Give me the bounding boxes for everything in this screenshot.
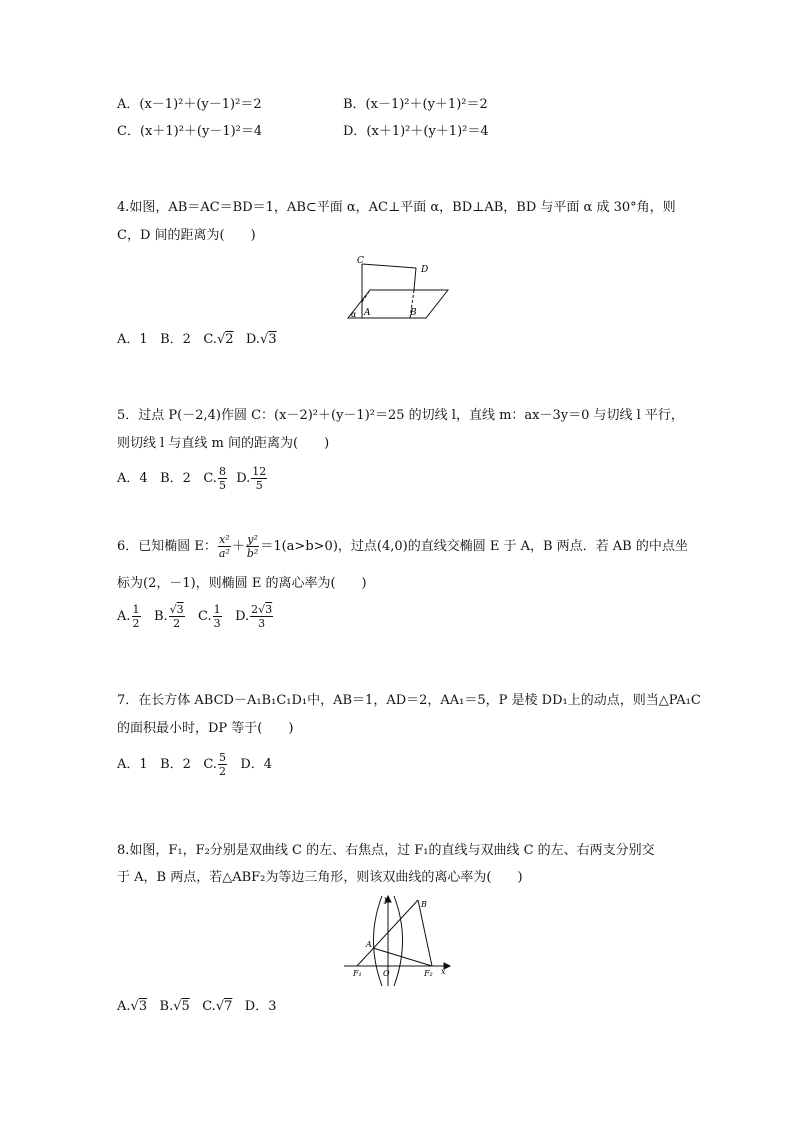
q7-option-a: A．1 [117,757,148,772]
q5-stem-line2: 则切线 l 与直线 m 间的距离为( ) [117,436,330,451]
q4-stem-line1: 4.如图，AB＝AC＝BD＝1，AB⊂平面 α，AC⊥平面 α，BD⊥AB，BD 与平面 α 成 30°角，则 [117,200,676,215]
q4-option-b: B．2 [160,332,191,347]
q3-option-d: D．(x＋1)²＋(y＋1)²＝4 [343,124,489,139]
fraction-y2-over-b2: $\frac{\text{y²}}{\text{b²}}$ [246,533,259,560]
q5-option-a: A．4 [117,471,148,486]
q6-options [117,600,274,634]
q3-option-b: B．(x－1)²＋(y＋1)²＝2 [343,97,488,112]
q7-option-d: D．4 [240,757,273,772]
hyperbola-right-branch [394,896,403,986]
sqrt-symbol: √ [216,332,226,347]
q8-stem-line2: 于 A，B 两点，若△ABF₂为等边三角形，则该双曲线的离心率为( ) [117,870,523,885]
q8-label-a: A [366,940,372,949]
q4-stem-line2: C，D 间的距离为( ) [117,228,256,243]
q4-figure [340,252,452,324]
q5-option-d: D. $\frac{12}{5}$ [236,465,267,492]
q8-label-y: y [384,895,389,904]
q4-option-a: A．1 [117,332,148,347]
q7-option-c: C. $\frac{5}{2}$ [203,751,226,778]
q8-figure [340,892,454,988]
q6-stem-line1: 6．已知椭圆 E： $\frac{\text{x²}}{\text{a²}}$ ＋ $\frac{\text{y²}}{\text{b²}}$ ＝1(a>b>0)，过点(4,0)的直线交椭圆 E 于 A，B 两点．若 AB 的中点坐 [117,533,688,560]
q8-label-x: x [441,967,446,976]
plane-alpha [348,290,448,318]
line-b-f2 [418,900,432,966]
q7-stem-line1: 7．在长方体 ABCD－A₁B₁C₁D₁中，AB＝1，AD＝2，AA₁＝5，P 是棱 DD₁上的动点，则当△PA₁C [117,693,701,708]
q5-option-b: B．2 [160,471,191,486]
q3-option-a: A．(x－1)²＋(y－1)²＝2 [117,97,262,112]
q8-option-c: C.√7 [202,999,233,1014]
q6-option-c: C. $\frac{1}{3}$ [198,603,221,630]
q6-stem-line2: 标为(2，－1)，则椭圆 E 的离心率为( ) [117,576,367,591]
q4-option-c: C.√2 [203,332,234,347]
q8-option-b: B.√5 [159,999,190,1014]
q8-option-d: D．3 [244,999,277,1014]
q5-options [117,462,268,496]
q3-option-c: C．(x＋1)²＋(y－1)²＝4 [117,124,263,139]
q4-label-d: D [421,265,429,275]
q4-label-a: A [364,308,371,318]
q7-option-b: B．2 [160,757,191,772]
q8-option-a: A.√3 [117,999,148,1014]
q4-label-b: B [410,308,417,318]
q8-label-f2: F₂ [424,969,433,978]
q7-stem-line2: 的面积最小时，DP 等于( ) [117,721,294,736]
q8-stem-line1: 8.如图，F₁，F₂分别是双曲线 C 的左、右焦点，过 F₁的直线与双曲线 C 的左、右两支分别交 [117,843,655,858]
q8-label-f1: F₁ [353,969,362,978]
q7-options [117,748,272,782]
q8-label-o: O [383,969,390,978]
q6-option-a: A. $\frac{1}{2}$ [117,603,140,630]
q6-option-b: B. $\frac{√3}{2}$ [153,603,184,630]
q8-label-b: B [421,900,427,909]
q8-options [117,998,277,1016]
q4-label-c: C [357,256,364,266]
q4-label-alpha: α [351,310,357,319]
q5-option-c: C. $\frac{8}{5}$ [203,465,226,492]
q4-option-d: D.√3 [245,332,277,347]
q5-stem-line1: 5．过点 P(－2,4)作圆 C：(x－2)²＋(y－1)²＝25 的切线 l，直线 m：ax－3y＝0 与切线 l 平行， [117,408,684,423]
q4-options [117,331,277,349]
sqrt-symbol: √ [260,332,269,347]
fraction-x2-over-a2: $\frac{\text{x²}}{\text{a²}}$ [218,533,230,560]
q6-option-d: D. $\frac{2√3}{3}$ [235,603,273,630]
